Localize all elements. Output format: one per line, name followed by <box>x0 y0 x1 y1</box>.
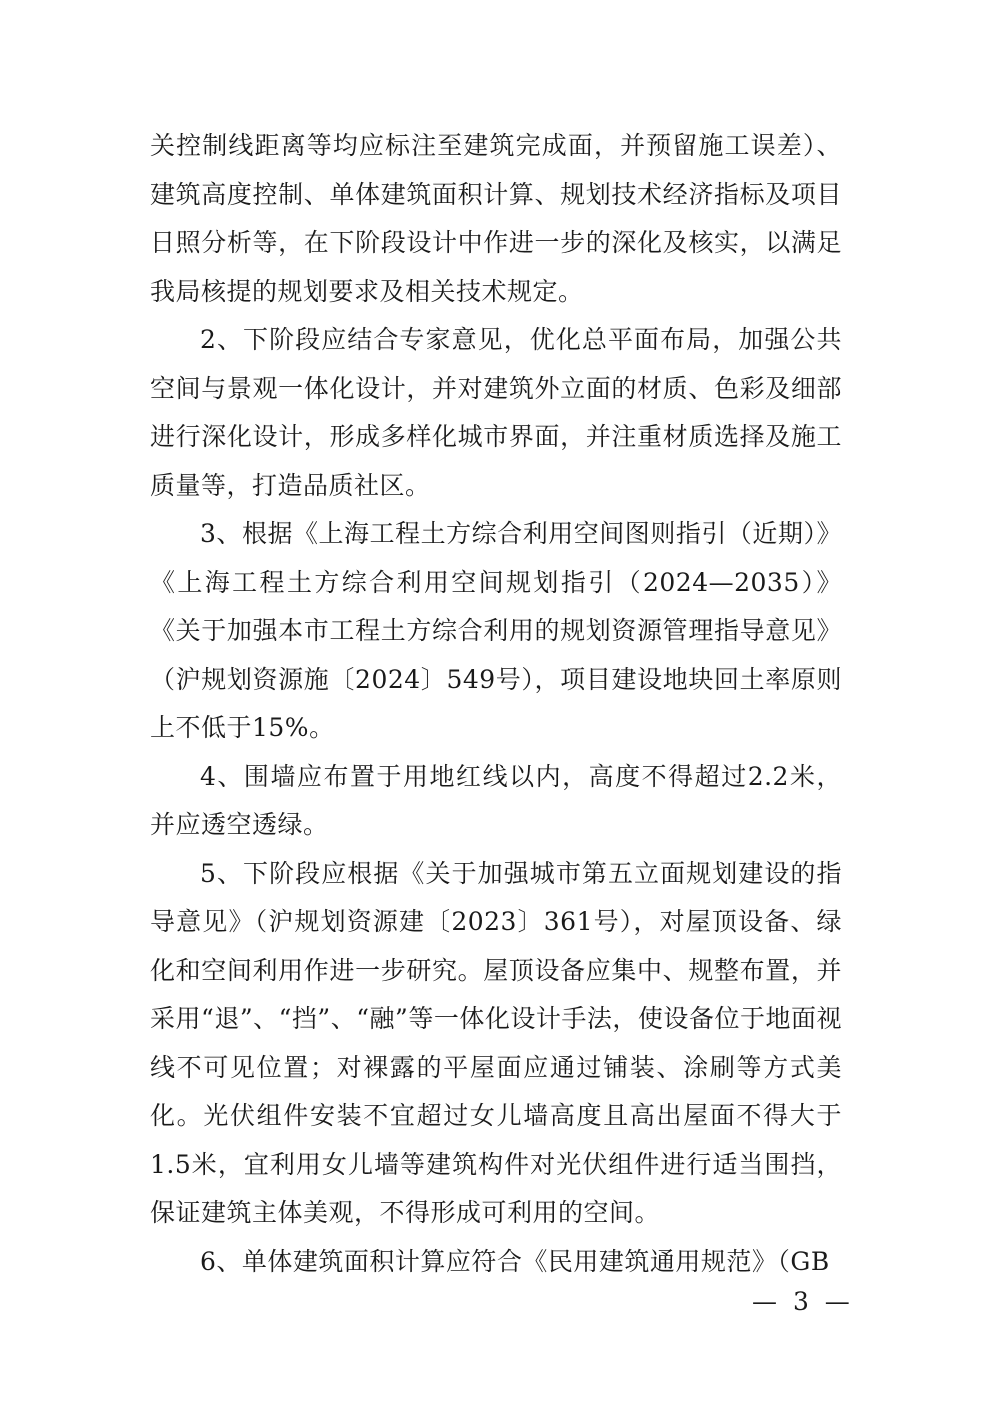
paragraph-item-6: 6、单体建筑面积计算应符合《民用建筑通用规范》（GB <box>200 1246 830 1276</box>
paragraph-item-2: 2、下阶段应结合专家意见，优化总平面布局，加强公共空间与景观一体化设计，并对建筑外立面的材质、色彩及细部进行深化设计，形成多样化城市界面，并注重材质选择及施工质量等，打造品质社区。 <box>150 325 842 500</box>
document-body <box>150 122 842 1286</box>
page-number: — 3 — <box>752 1287 854 1316</box>
paragraph-item-5: 5、下阶段应根据《关于加强城市第五立面规划建设的指导意见》（沪规划资源建〔2023〕361号），对屋顶设备、绿化和空间利用作进一步研究。屋顶设备应集中、规整布置，并采用“退”、“挡”、“融”等一体化设计手法，使设备位于地面视线不可见位置；对裸露的平屋面应通过铺装、涂刷等方式美化。光伏组件安装不宜超过女儿墙高度且高出屋面不得大于1.5米，宜利用女儿墙等建筑构件对光伏组件进行适当围挡，保证建筑主体美观，不得形成可利用的空间。 <box>150 858 842 1227</box>
paragraph-item-3: 3、根据《上海工程土方综合利用空间图则指引（近期）》《上海工程土方综合利用空间规划指引（2024—2035）》《关于加强本市工程土方综合利用的规划资源管理指导意见》（沪规划资源施〔2024〕549号），项目建设地块回土率原则上不低于15%。 <box>150 519 842 742</box>
paragraph-continuation: 关控制线距离等均应标注至建筑完成面，并预留施工误差）、建筑高度控制、单体建筑面积计算、规划技术经济指标及项目日照分析等，在下阶段设计中作进一步的深化及核实，以满足我局核提的规划要求及相关技术规定。 <box>150 131 842 306</box>
paragraph-item-4: 4、围墙应布置于用地红线以内，高度不得超过2.2米，并应透空透绿。 <box>150 761 842 839</box>
